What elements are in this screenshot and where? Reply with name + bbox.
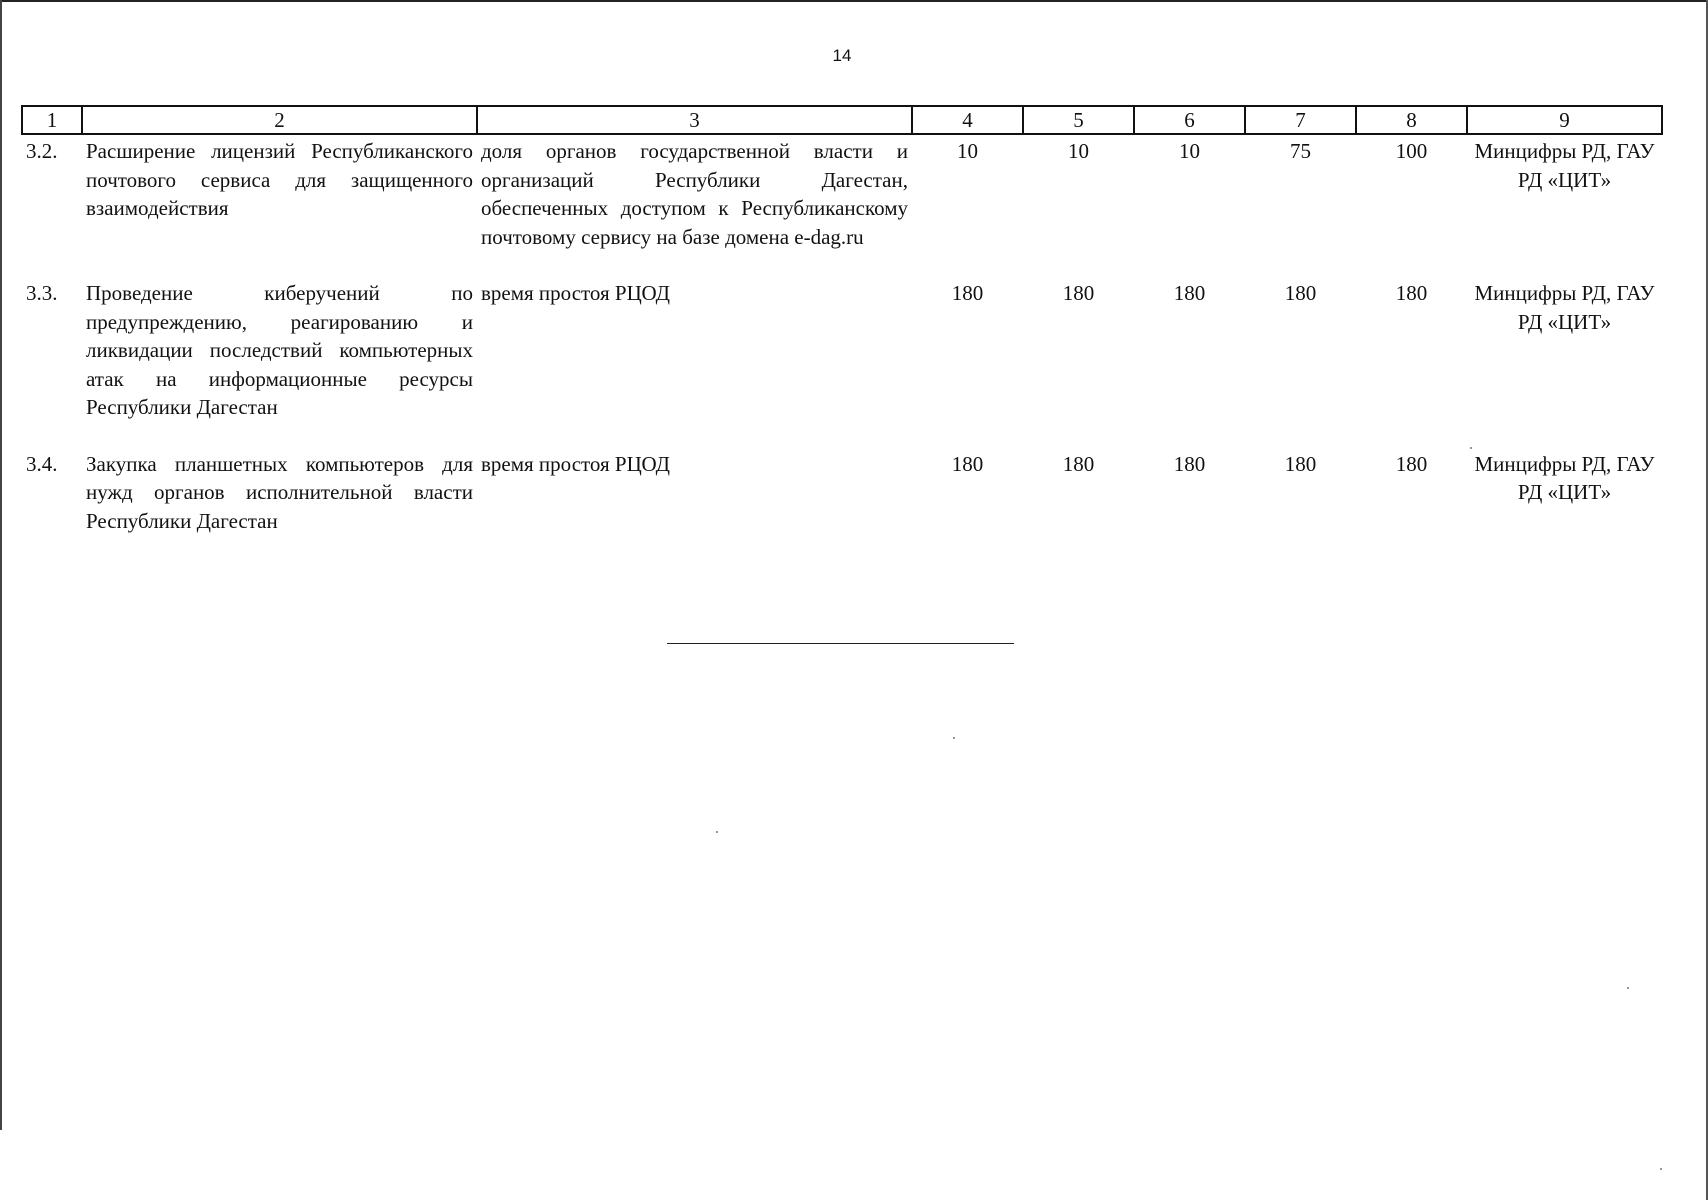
- value-cell-5: 180: [1062, 281, 1095, 305]
- row-number: 3.4.: [26, 451, 58, 476]
- page-edge-top: [0, 0, 1708, 2]
- scan-speck: [1627, 987, 1629, 989]
- row-number: 3.2.: [26, 139, 58, 163]
- indicator-cell: время простоя РЦОД: [481, 281, 670, 305]
- responsible-cell: Минцифры РД, ГАУ РД «ЦИТ»: [1474, 281, 1655, 334]
- page-edge-left: [0, 0, 2, 1130]
- column-header-3: 3: [477, 106, 912, 134]
- value-cell-4: 180: [951, 451, 984, 476]
- scan-speck: [1470, 447, 1472, 449]
- value-cell-6: 10: [1179, 139, 1200, 163]
- column-header-7: 7: [1245, 106, 1356, 134]
- row-spacer: [22, 251, 1662, 277]
- activity-cell: Проведение киберучений по предупреждению, реагированию и ликвидации последствий компьютерных атак на информационные ресурсы Республики Дагестан: [86, 281, 473, 419]
- value-cell-8: 180: [1395, 451, 1428, 476]
- table-body: [22, 134, 1662, 535]
- activity-cell: Расширение лицензий Республиканского почтового сервиса для защищенного взаимодействия: [86, 139, 473, 220]
- scan-speck: [716, 831, 718, 833]
- row-spacer: [22, 422, 1662, 448]
- table-row: [22, 277, 1662, 422]
- responsible-cell: Минцифры РД, ГАУ РД «ЦИТ»: [1474, 139, 1655, 192]
- value-cell-5: 180: [1062, 451, 1095, 476]
- column-header-2: 2: [82, 106, 477, 134]
- table-row: [22, 448, 1662, 536]
- activity-cell: Закупка планшетных компьютеров для нужд органов исполнительной власти Республики Дагестан: [86, 451, 473, 533]
- indicator-cell: время простоя РЦОД: [481, 451, 670, 476]
- value-cell-5: 10: [1068, 139, 1089, 163]
- plan-table: [21, 105, 1663, 535]
- header-row: [22, 106, 1662, 134]
- table-header: [22, 106, 1662, 134]
- column-header-6: 6: [1134, 106, 1245, 134]
- row-number: 3.3.: [26, 281, 58, 305]
- end-of-document-rule: [667, 643, 1014, 644]
- value-cell-7: 75: [1290, 139, 1311, 163]
- scan-speck: [1660, 1168, 1662, 1170]
- scan-speck: [953, 737, 955, 739]
- column-header-8: 8: [1356, 106, 1467, 134]
- value-cell-7: 180: [1284, 281, 1317, 305]
- page-number: 14: [832, 46, 852, 65]
- value-cell-6: 180: [1173, 281, 1206, 305]
- indicator-cell: доля органов государственной власти и организаций Республики Дагестан, обеспеченных доступом к Республиканскому почтовому сервису на базе домена e-dag.ru: [481, 139, 908, 249]
- column-header-4: 4: [912, 106, 1023, 134]
- value-cell-4: 10: [957, 139, 978, 163]
- column-header-9: 9: [1467, 106, 1662, 134]
- value-cell-8: 180: [1395, 281, 1428, 305]
- value-cell-8: 100: [1395, 139, 1428, 163]
- column-header-5: 5: [1023, 106, 1134, 134]
- value-cell-4: 180: [951, 281, 984, 305]
- responsible-cell: Минцифры РД, ГАУ РД «ЦИТ»: [1474, 451, 1655, 504]
- table-row: [22, 134, 1662, 251]
- column-header-1: 1: [22, 106, 82, 134]
- value-cell-6: 180: [1173, 451, 1206, 476]
- value-cell-7: 180: [1284, 451, 1317, 476]
